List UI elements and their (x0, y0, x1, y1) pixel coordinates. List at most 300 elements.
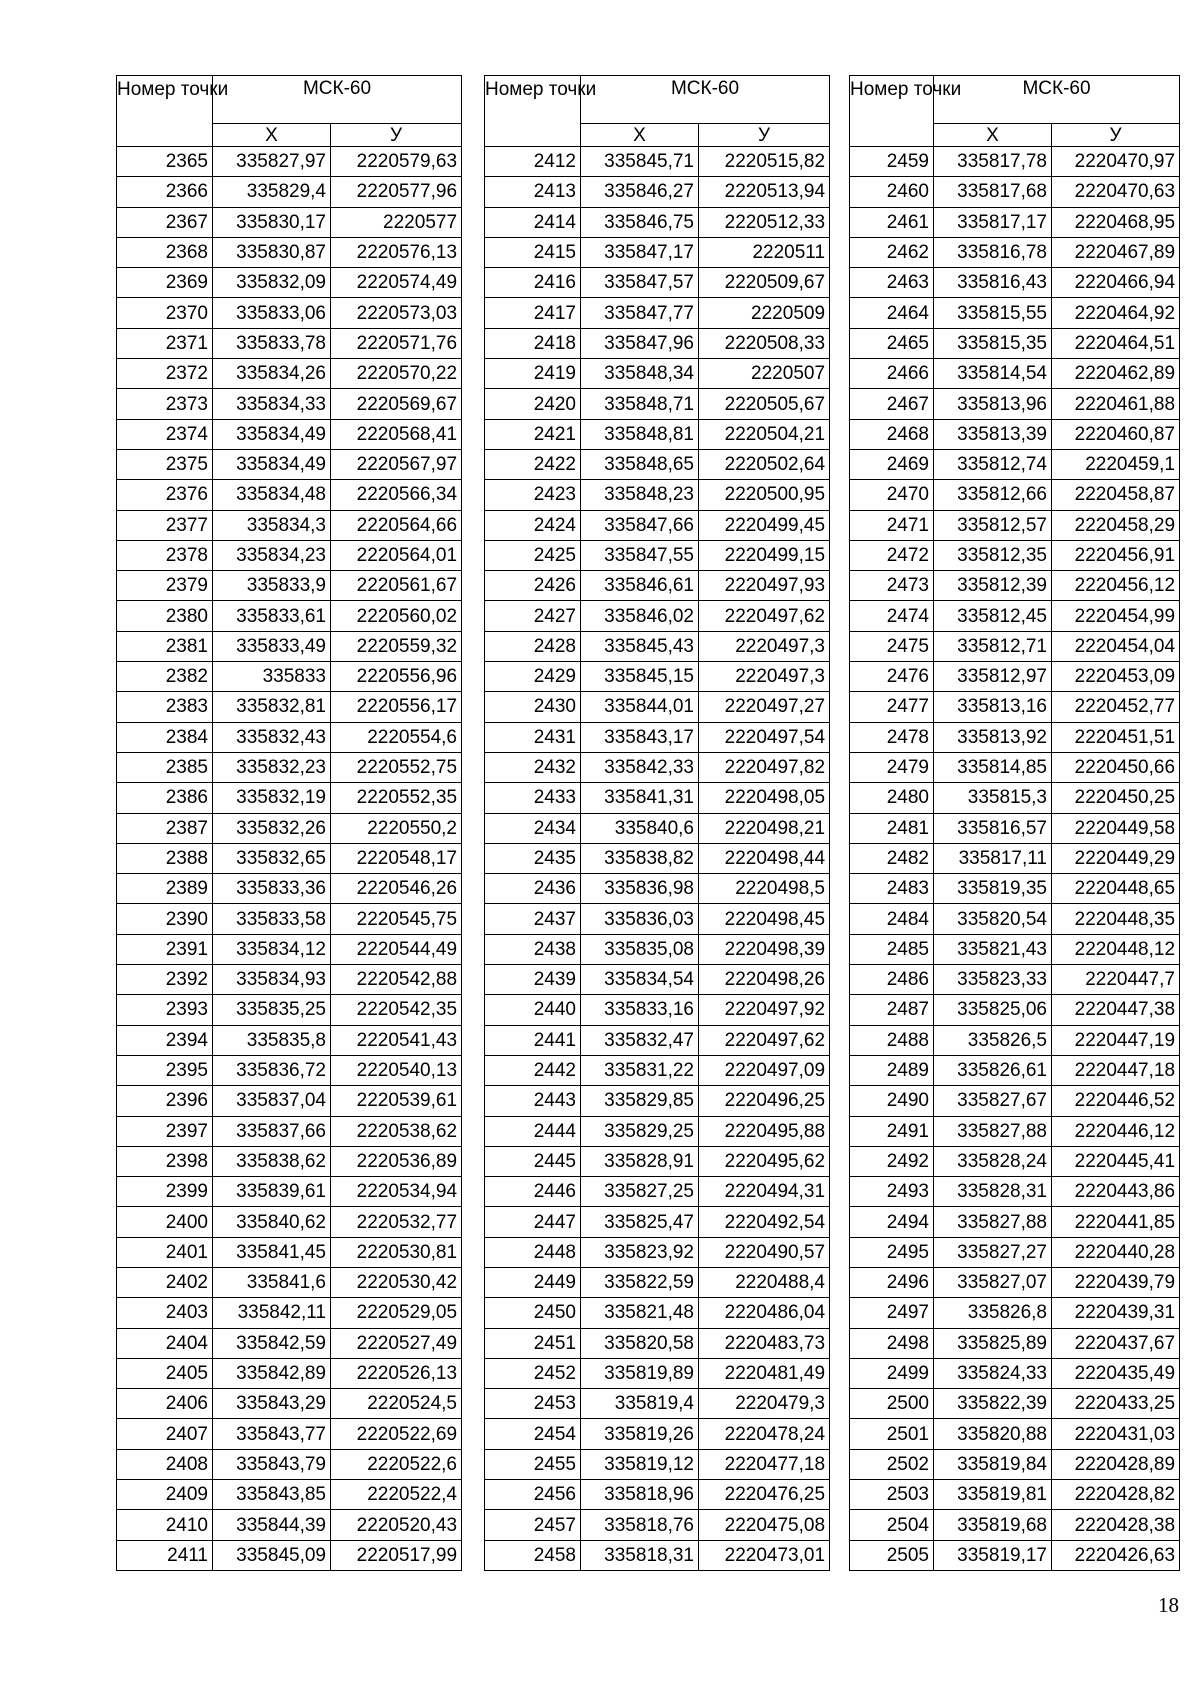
table-row (117, 1480, 462, 1510)
x-coordinate-cell: 335833 (213, 662, 331, 692)
point-number-cell: 2498 (850, 1328, 934, 1358)
x-coordinate-cell: 335819,26 (581, 1419, 699, 1449)
y-coordinate-cell: 2220577 (331, 207, 462, 237)
point-number-cell: 2453 (485, 1389, 581, 1419)
x-coordinate-cell: 335816,43 (934, 268, 1052, 298)
y-coordinate-cell: 2220520,43 (331, 1510, 462, 1540)
table-row (117, 480, 462, 510)
y-coordinate-cell: 2220454,99 (1052, 601, 1180, 631)
coordinates-table-1 (116, 75, 462, 1571)
point-number-cell: 2458 (485, 1540, 581, 1570)
table-row (485, 965, 830, 995)
point-number-cell: 2417 (485, 298, 581, 328)
y-coordinate-cell: 2220466,94 (1052, 268, 1180, 298)
point-number-cell: 2431 (485, 722, 581, 752)
table-row (485, 752, 830, 782)
x-coordinate-cell: 335829,25 (581, 1116, 699, 1146)
x-coordinate-cell: 335829,85 (581, 1086, 699, 1116)
y-coordinate-cell: 2220579,63 (331, 147, 462, 177)
point-number-cell: 2474 (850, 601, 934, 631)
point-number-cell: 2383 (117, 692, 213, 722)
x-coordinate-cell: 335827,88 (934, 1207, 1052, 1237)
x-coordinate-cell: 335827,97 (213, 147, 331, 177)
table-row (850, 1389, 1180, 1419)
table-row (117, 1146, 462, 1176)
point-number-cell: 2454 (485, 1419, 581, 1449)
y-coordinate-cell: 2220497,09 (699, 1055, 830, 1085)
table-row (850, 1116, 1180, 1146)
table-row (850, 813, 1180, 843)
y-coordinate-cell: 2220458,87 (1052, 480, 1180, 510)
x-coordinate-cell: 335846,27 (581, 177, 699, 207)
table-row (485, 419, 830, 449)
x-coordinate-cell: 335834,26 (213, 359, 331, 389)
point-number-cell: 2386 (117, 783, 213, 813)
y-coordinate-cell: 2220548,17 (331, 843, 462, 873)
y-coordinate-cell: 2220509,67 (699, 268, 830, 298)
point-number-cell: 2405 (117, 1358, 213, 1388)
y-coordinate-cell: 2220522,4 (331, 1480, 462, 1510)
table-row (117, 1298, 462, 1328)
y-coordinate-cell: 2220532,77 (331, 1207, 462, 1237)
y-coordinate-cell: 2220486,04 (699, 1298, 830, 1328)
y-coordinate-cell: 2220497,93 (699, 571, 830, 601)
point-number-cell: 2495 (850, 1237, 934, 1267)
table-row (485, 449, 830, 479)
table-row (850, 328, 1180, 358)
y-column-header: У (699, 124, 830, 147)
x-coordinate-cell: 335825,47 (581, 1207, 699, 1237)
x-coordinate-cell: 335817,78 (934, 147, 1052, 177)
y-coordinate-cell: 2220497,27 (699, 692, 830, 722)
x-coordinate-cell: 335848,65 (581, 449, 699, 479)
point-number-cell: 2378 (117, 540, 213, 570)
x-coordinate-cell: 335844,01 (581, 692, 699, 722)
y-coordinate-cell: 2220499,45 (699, 510, 830, 540)
x-coordinate-cell: 335825,06 (934, 995, 1052, 1025)
point-number-cell: 2367 (117, 207, 213, 237)
point-number-cell: 2399 (117, 1177, 213, 1207)
y-coordinate-cell: 2220552,35 (331, 783, 462, 813)
y-coordinate-cell: 2220569,67 (331, 389, 462, 419)
point-number-cell: 2416 (485, 268, 581, 298)
x-coordinate-cell: 335823,92 (581, 1237, 699, 1267)
y-coordinate-cell: 2220498,45 (699, 904, 830, 934)
y-coordinate-cell: 2220538,62 (331, 1116, 462, 1146)
x-coordinate-cell: 335828,91 (581, 1146, 699, 1176)
table-row (850, 722, 1180, 752)
point-number-cell: 2478 (850, 722, 934, 752)
table-row (485, 1116, 830, 1146)
table-row (485, 1510, 830, 1540)
y-coordinate-cell: 2220494,31 (699, 1177, 830, 1207)
table-row (850, 480, 1180, 510)
x-coordinate-cell: 335826,5 (934, 1025, 1052, 1055)
x-coordinate-cell: 335838,62 (213, 1146, 331, 1176)
table-row (117, 1086, 462, 1116)
table-row (485, 1358, 830, 1388)
y-coordinate-cell: 2220498,26 (699, 965, 830, 995)
table-row (117, 1177, 462, 1207)
point-number-cell: 2484 (850, 904, 934, 934)
x-coordinate-cell: 335847,96 (581, 328, 699, 358)
point-number-cell: 2375 (117, 449, 213, 479)
table-row (117, 328, 462, 358)
x-coordinate-cell: 335843,85 (213, 1480, 331, 1510)
point-number-cell: 2422 (485, 449, 581, 479)
y-coordinate-cell: 2220498,05 (699, 783, 830, 813)
point-number-cell: 2366 (117, 177, 213, 207)
point-number-cell: 2464 (850, 298, 934, 328)
point-number-cell: 2494 (850, 1207, 934, 1237)
y-coordinate-cell: 2220511 (699, 237, 830, 267)
y-coordinate-cell: 2220504,21 (699, 419, 830, 449)
y-coordinate-cell: 2220488,4 (699, 1267, 830, 1297)
table-row (850, 904, 1180, 934)
point-number-cell: 2412 (485, 147, 581, 177)
table-row (117, 1540, 462, 1570)
y-coordinate-cell: 2220459,1 (1052, 449, 1180, 479)
point-number-cell: 2467 (850, 389, 934, 419)
point-number-cell: 2380 (117, 601, 213, 631)
point-number-cell: 2404 (117, 1328, 213, 1358)
point-number-cell: 2463 (850, 268, 934, 298)
point-number-cell: 2434 (485, 813, 581, 843)
x-coordinate-cell: 335834,93 (213, 965, 331, 995)
x-column-header: Х (581, 124, 699, 147)
table-row (850, 874, 1180, 904)
table-row (850, 268, 1180, 298)
y-coordinate-cell: 2220492,54 (699, 1207, 830, 1237)
x-coordinate-cell: 335821,48 (581, 1298, 699, 1328)
point-number-cell: 2493 (850, 1177, 934, 1207)
table-row (485, 1237, 830, 1267)
x-coordinate-cell: 335846,75 (581, 207, 699, 237)
x-coordinate-cell: 335834,33 (213, 389, 331, 419)
table-row (117, 1267, 462, 1297)
x-column-header: Х (934, 124, 1052, 147)
x-coordinate-cell: 335841,45 (213, 1237, 331, 1267)
point-number-cell: 2408 (117, 1449, 213, 1479)
table-row (850, 1540, 1180, 1570)
point-number-cell: 2436 (485, 874, 581, 904)
table-row (485, 237, 830, 267)
x-coordinate-cell: 335835,8 (213, 1025, 331, 1055)
x-coordinate-cell: 335842,89 (213, 1358, 331, 1388)
table-row (850, 995, 1180, 1025)
table-row (485, 874, 830, 904)
point-number-cell: 2414 (485, 207, 581, 237)
table-body (117, 147, 462, 1571)
point-number-cell: 2491 (850, 1116, 934, 1146)
x-coordinate-cell: 335834,49 (213, 419, 331, 449)
x-column-header: Х (213, 124, 331, 147)
coordinate-system-header: МСК-60 (213, 76, 462, 124)
y-coordinate-cell: 2220448,65 (1052, 874, 1180, 904)
y-coordinate-cell: 2220513,94 (699, 177, 830, 207)
point-number-cell: 2444 (485, 1116, 581, 1146)
y-coordinate-cell: 2220542,35 (331, 995, 462, 1025)
table-row (117, 813, 462, 843)
table-row (850, 147, 1180, 177)
x-coordinate-cell: 335814,54 (934, 359, 1052, 389)
x-coordinate-cell: 335847,77 (581, 298, 699, 328)
x-coordinate-cell: 335832,19 (213, 783, 331, 813)
table-row (850, 1177, 1180, 1207)
table-row (485, 1086, 830, 1116)
x-coordinate-cell: 335833,9 (213, 571, 331, 601)
point-number-cell: 2497 (850, 1298, 934, 1328)
table-row (850, 1267, 1180, 1297)
table-row (485, 1146, 830, 1176)
table-row (485, 480, 830, 510)
table-row (485, 1267, 830, 1297)
point-number-cell: 2500 (850, 1389, 934, 1419)
point-number-cell: 2403 (117, 1298, 213, 1328)
table-row (850, 934, 1180, 964)
y-coordinate-cell: 2220464,92 (1052, 298, 1180, 328)
x-coordinate-cell: 335818,96 (581, 1480, 699, 1510)
table-row (117, 1116, 462, 1146)
point-number-cell: 2461 (850, 207, 934, 237)
x-coordinate-cell: 335812,57 (934, 510, 1052, 540)
y-coordinate-cell: 2220433,25 (1052, 1389, 1180, 1419)
y-coordinate-cell: 2220464,51 (1052, 328, 1180, 358)
table-row (117, 510, 462, 540)
x-coordinate-cell: 335813,39 (934, 419, 1052, 449)
y-coordinate-cell: 2220571,76 (331, 328, 462, 358)
x-coordinate-cell: 335819,17 (934, 1540, 1052, 1570)
y-coordinate-cell: 2220476,25 (699, 1480, 830, 1510)
point-number-cell: 2460 (850, 177, 934, 207)
point-number-cell: 2457 (485, 1510, 581, 1540)
table-row (117, 662, 462, 692)
table-body (850, 147, 1180, 1571)
point-number-cell: 2429 (485, 662, 581, 692)
point-number-cell: 2371 (117, 328, 213, 358)
table-row (485, 540, 830, 570)
table-row (850, 1237, 1180, 1267)
point-number-cell: 2368 (117, 237, 213, 267)
x-coordinate-cell: 335817,11 (934, 843, 1052, 873)
y-coordinate-cell: 2220440,28 (1052, 1237, 1180, 1267)
x-coordinate-cell: 335819,84 (934, 1449, 1052, 1479)
y-coordinate-cell: 2220428,89 (1052, 1449, 1180, 1479)
x-coordinate-cell: 335830,17 (213, 207, 331, 237)
table-row (485, 1540, 830, 1570)
x-coordinate-cell: 335833,36 (213, 874, 331, 904)
table-row (117, 147, 462, 177)
y-coordinate-cell: 2220483,73 (699, 1328, 830, 1358)
y-coordinate-cell: 2220448,35 (1052, 904, 1180, 934)
table-row (850, 1298, 1180, 1328)
point-number-header: Номер точки (485, 76, 581, 147)
point-number-cell: 2503 (850, 1480, 934, 1510)
x-coordinate-cell: 335842,33 (581, 752, 699, 782)
x-coordinate-cell: 335818,31 (581, 1540, 699, 1570)
table-row (485, 934, 830, 964)
point-number-cell: 2381 (117, 631, 213, 661)
point-number-cell: 2409 (117, 1480, 213, 1510)
point-number-cell: 2477 (850, 692, 934, 722)
table-row (485, 359, 830, 389)
table-row (485, 843, 830, 873)
x-coordinate-cell: 335841,6 (213, 1267, 331, 1297)
point-number-cell: 2425 (485, 540, 581, 570)
x-coordinate-cell: 335847,17 (581, 237, 699, 267)
y-coordinate-cell: 2220449,58 (1052, 813, 1180, 843)
x-coordinate-cell: 335832,43 (213, 722, 331, 752)
y-coordinate-cell: 2220566,34 (331, 480, 462, 510)
x-coordinate-cell: 335832,23 (213, 752, 331, 782)
point-number-cell: 2392 (117, 965, 213, 995)
table-row (850, 1086, 1180, 1116)
point-number-cell: 2411 (117, 1540, 213, 1570)
point-number-cell: 2394 (117, 1025, 213, 1055)
point-number-cell: 2440 (485, 995, 581, 1025)
table-row (850, 419, 1180, 449)
x-coordinate-cell: 335844,39 (213, 1510, 331, 1540)
y-coordinate-cell: 2220439,31 (1052, 1298, 1180, 1328)
point-number-cell: 2466 (850, 359, 934, 389)
point-number-cell: 2447 (485, 1207, 581, 1237)
y-coordinate-cell: 2220447,18 (1052, 1055, 1180, 1085)
x-coordinate-cell: 335832,81 (213, 692, 331, 722)
x-coordinate-cell: 335838,82 (581, 843, 699, 873)
table-row (850, 1510, 1180, 1540)
y-coordinate-cell: 2220497,92 (699, 995, 830, 1025)
x-coordinate-cell: 335828,31 (934, 1177, 1052, 1207)
table-row (850, 1419, 1180, 1449)
table-row (117, 1419, 462, 1449)
table-row (117, 1449, 462, 1479)
x-coordinate-cell: 335845,43 (581, 631, 699, 661)
x-coordinate-cell: 335832,09 (213, 268, 331, 298)
y-coordinate-cell: 2220450,66 (1052, 752, 1180, 782)
y-coordinate-cell: 2220454,04 (1052, 631, 1180, 661)
x-coordinate-cell: 335819,35 (934, 874, 1052, 904)
x-coordinate-cell: 335819,68 (934, 1510, 1052, 1540)
y-coordinate-cell: 2220554,6 (331, 722, 462, 752)
point-number-cell: 2483 (850, 874, 934, 904)
table-row (485, 995, 830, 1025)
x-coordinate-cell: 335843,77 (213, 1419, 331, 1449)
table-row (117, 207, 462, 237)
point-number-cell: 2395 (117, 1055, 213, 1085)
x-coordinate-cell: 335836,98 (581, 874, 699, 904)
y-coordinate-cell: 2220451,51 (1052, 722, 1180, 752)
table-row (850, 1207, 1180, 1237)
point-number-cell: 2470 (850, 480, 934, 510)
x-coordinate-cell: 335834,3 (213, 510, 331, 540)
table-row (485, 813, 830, 843)
table-row (117, 874, 462, 904)
point-number-cell: 2479 (850, 752, 934, 782)
table-row (485, 1328, 830, 1358)
table-row (117, 783, 462, 813)
table-row (850, 1025, 1180, 1055)
y-column-header: У (1052, 124, 1180, 147)
point-number-cell: 2492 (850, 1146, 934, 1176)
x-coordinate-cell: 335845,09 (213, 1540, 331, 1570)
x-coordinate-cell: 335824,33 (934, 1358, 1052, 1388)
point-number-cell: 2455 (485, 1449, 581, 1479)
x-coordinate-cell: 335833,16 (581, 995, 699, 1025)
point-number-cell: 2372 (117, 359, 213, 389)
table-row (117, 934, 462, 964)
y-coordinate-cell: 2220573,03 (331, 298, 462, 328)
point-number-cell: 2377 (117, 510, 213, 540)
table-row (117, 1237, 462, 1267)
y-coordinate-cell: 2220460,87 (1052, 419, 1180, 449)
point-number-cell: 2393 (117, 995, 213, 1025)
point-number-cell: 2427 (485, 601, 581, 631)
table-row (117, 1510, 462, 1540)
x-coordinate-cell: 335816,78 (934, 237, 1052, 267)
y-coordinate-cell: 2220497,3 (699, 662, 830, 692)
y-coordinate-cell: 2220470,63 (1052, 177, 1180, 207)
x-coordinate-cell: 335841,31 (581, 783, 699, 813)
x-coordinate-cell: 335820,54 (934, 904, 1052, 934)
x-coordinate-cell: 335822,39 (934, 1389, 1052, 1419)
point-number-cell: 2505 (850, 1540, 934, 1570)
x-coordinate-cell: 335846,02 (581, 601, 699, 631)
x-coordinate-cell: 335819,4 (581, 1389, 699, 1419)
x-coordinate-cell: 335834,12 (213, 934, 331, 964)
point-number-cell: 2448 (485, 1237, 581, 1267)
y-coordinate-cell: 2220556,17 (331, 692, 462, 722)
y-coordinate-cell: 2220576,13 (331, 237, 462, 267)
point-number-cell: 2469 (850, 449, 934, 479)
point-number-cell: 2396 (117, 1086, 213, 1116)
y-coordinate-cell: 2220445,41 (1052, 1146, 1180, 1176)
y-coordinate-cell: 2220564,01 (331, 540, 462, 570)
point-number-cell: 2445 (485, 1146, 581, 1176)
y-coordinate-cell: 2220529,05 (331, 1298, 462, 1328)
table-row (485, 662, 830, 692)
x-coordinate-cell: 335832,47 (581, 1025, 699, 1055)
y-coordinate-cell: 2220550,2 (331, 813, 462, 843)
x-coordinate-cell: 335816,57 (934, 813, 1052, 843)
x-coordinate-cell: 335847,55 (581, 540, 699, 570)
table-row (485, 510, 830, 540)
table-row (850, 1449, 1180, 1479)
page-number: 18 (1158, 1593, 1179, 1617)
point-number-cell: 2486 (850, 965, 934, 995)
y-coordinate-cell: 2220534,94 (331, 1177, 462, 1207)
table-row (850, 207, 1180, 237)
y-coordinate-cell: 2220462,89 (1052, 359, 1180, 389)
point-number-cell: 2487 (850, 995, 934, 1025)
x-coordinate-cell: 335822,59 (581, 1267, 699, 1297)
table-row (850, 752, 1180, 782)
y-coordinate-cell: 2220574,49 (331, 268, 462, 298)
table-row (850, 631, 1180, 661)
y-coordinate-cell: 2220495,88 (699, 1116, 830, 1146)
point-number-cell: 2482 (850, 843, 934, 873)
x-coordinate-cell: 335817,17 (934, 207, 1052, 237)
y-coordinate-cell: 2220524,5 (331, 1389, 462, 1419)
x-coordinate-cell: 335848,34 (581, 359, 699, 389)
x-coordinate-cell: 335827,27 (934, 1237, 1052, 1267)
point-number-cell: 2419 (485, 359, 581, 389)
y-coordinate-cell: 2220431,03 (1052, 1419, 1180, 1449)
y-coordinate-cell: 2220447,19 (1052, 1025, 1180, 1055)
table-row (850, 662, 1180, 692)
x-coordinate-cell: 335812,39 (934, 571, 1052, 601)
coordinate-system-header: МСК-60 (581, 76, 830, 124)
table-row (485, 1025, 830, 1055)
